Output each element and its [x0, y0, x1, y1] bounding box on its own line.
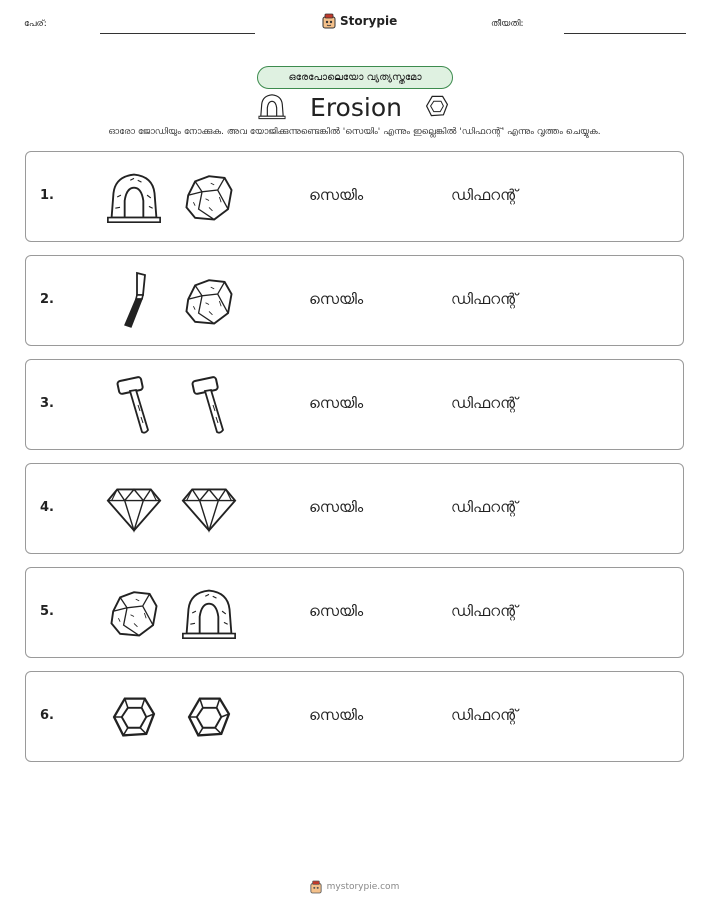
- different-option[interactable]: ഡിഫറന്റ്: [451, 498, 518, 516]
- question-row: [25, 151, 684, 242]
- crystal-icon: [103, 686, 165, 748]
- rock-icon: [103, 582, 165, 644]
- question-number: 4.: [40, 500, 54, 515]
- rock-icon: [178, 270, 240, 332]
- same-option[interactable]: സെയിം: [309, 186, 364, 204]
- mascot-icon: [310, 880, 322, 894]
- question-row: [25, 359, 684, 450]
- arch-icon: [256, 92, 288, 120]
- mascot-icon: [322, 13, 336, 29]
- hammer-icon: [178, 374, 240, 436]
- question-number: 5.: [40, 604, 54, 619]
- name-label: പേര്:: [24, 19, 47, 29]
- rock-icon: [178, 166, 240, 228]
- crystal-icon: [178, 686, 240, 748]
- different-option[interactable]: ഡിഫറന്റ്: [451, 706, 518, 724]
- question-row: [25, 671, 684, 762]
- question-number: 6.: [40, 708, 54, 723]
- diamond-icon: [103, 478, 165, 540]
- worksheet-type-badge: [257, 66, 453, 89]
- crystal-icon: [425, 93, 449, 119]
- question-row: [25, 567, 684, 658]
- question-row: [25, 463, 684, 554]
- same-option[interactable]: സെയിം: [309, 498, 364, 516]
- question-number: 2.: [40, 292, 54, 307]
- question-number: 3.: [40, 396, 54, 411]
- hammer-icon: [103, 374, 165, 436]
- different-option[interactable]: ഡിഫറന്റ്: [451, 602, 518, 620]
- brand-name: Storypie: [340, 14, 398, 28]
- same-option[interactable]: സെയിം: [309, 706, 364, 724]
- date-label: തീയതി:: [491, 19, 524, 29]
- instructions: ഓരോ ജോഡിയും നോക്കുക. അവ യോജിക്കുന്നുണ്ടെങ്കിൽ 'സെയിം' എന്നും ഇല്ലെങ്കിൽ 'ഡിഫറന്റ്' എന്നും വൃത്തം ചെയ്യുക.: [108, 127, 601, 137]
- diamond-icon: [178, 478, 240, 540]
- same-option[interactable]: സെയിം: [309, 394, 364, 412]
- page-title: Erosion: [310, 93, 402, 122]
- different-option[interactable]: ഡിഫറന്റ്: [451, 186, 518, 204]
- footer: [0, 880, 709, 894]
- arch-icon: [178, 582, 240, 644]
- same-option[interactable]: സെയിം: [309, 290, 364, 308]
- question-number: 1.: [40, 188, 54, 203]
- name-line[interactable]: [100, 33, 255, 34]
- arch-icon: [103, 166, 165, 228]
- date-line[interactable]: [564, 33, 686, 34]
- footer-url[interactable]: mystorypie.com: [326, 882, 400, 892]
- brand-logo: [322, 13, 397, 29]
- worksheet-type-label: ഒരേപോലെയോ വ്യത്യസ്തമോ: [288, 72, 422, 83]
- different-option[interactable]: ഡിഫറന്റ്: [451, 290, 518, 308]
- chisel-icon: [103, 270, 165, 332]
- same-option[interactable]: സെയിം: [309, 602, 364, 620]
- different-option[interactable]: ഡിഫറന്റ്: [451, 394, 518, 412]
- question-row: [25, 255, 684, 346]
